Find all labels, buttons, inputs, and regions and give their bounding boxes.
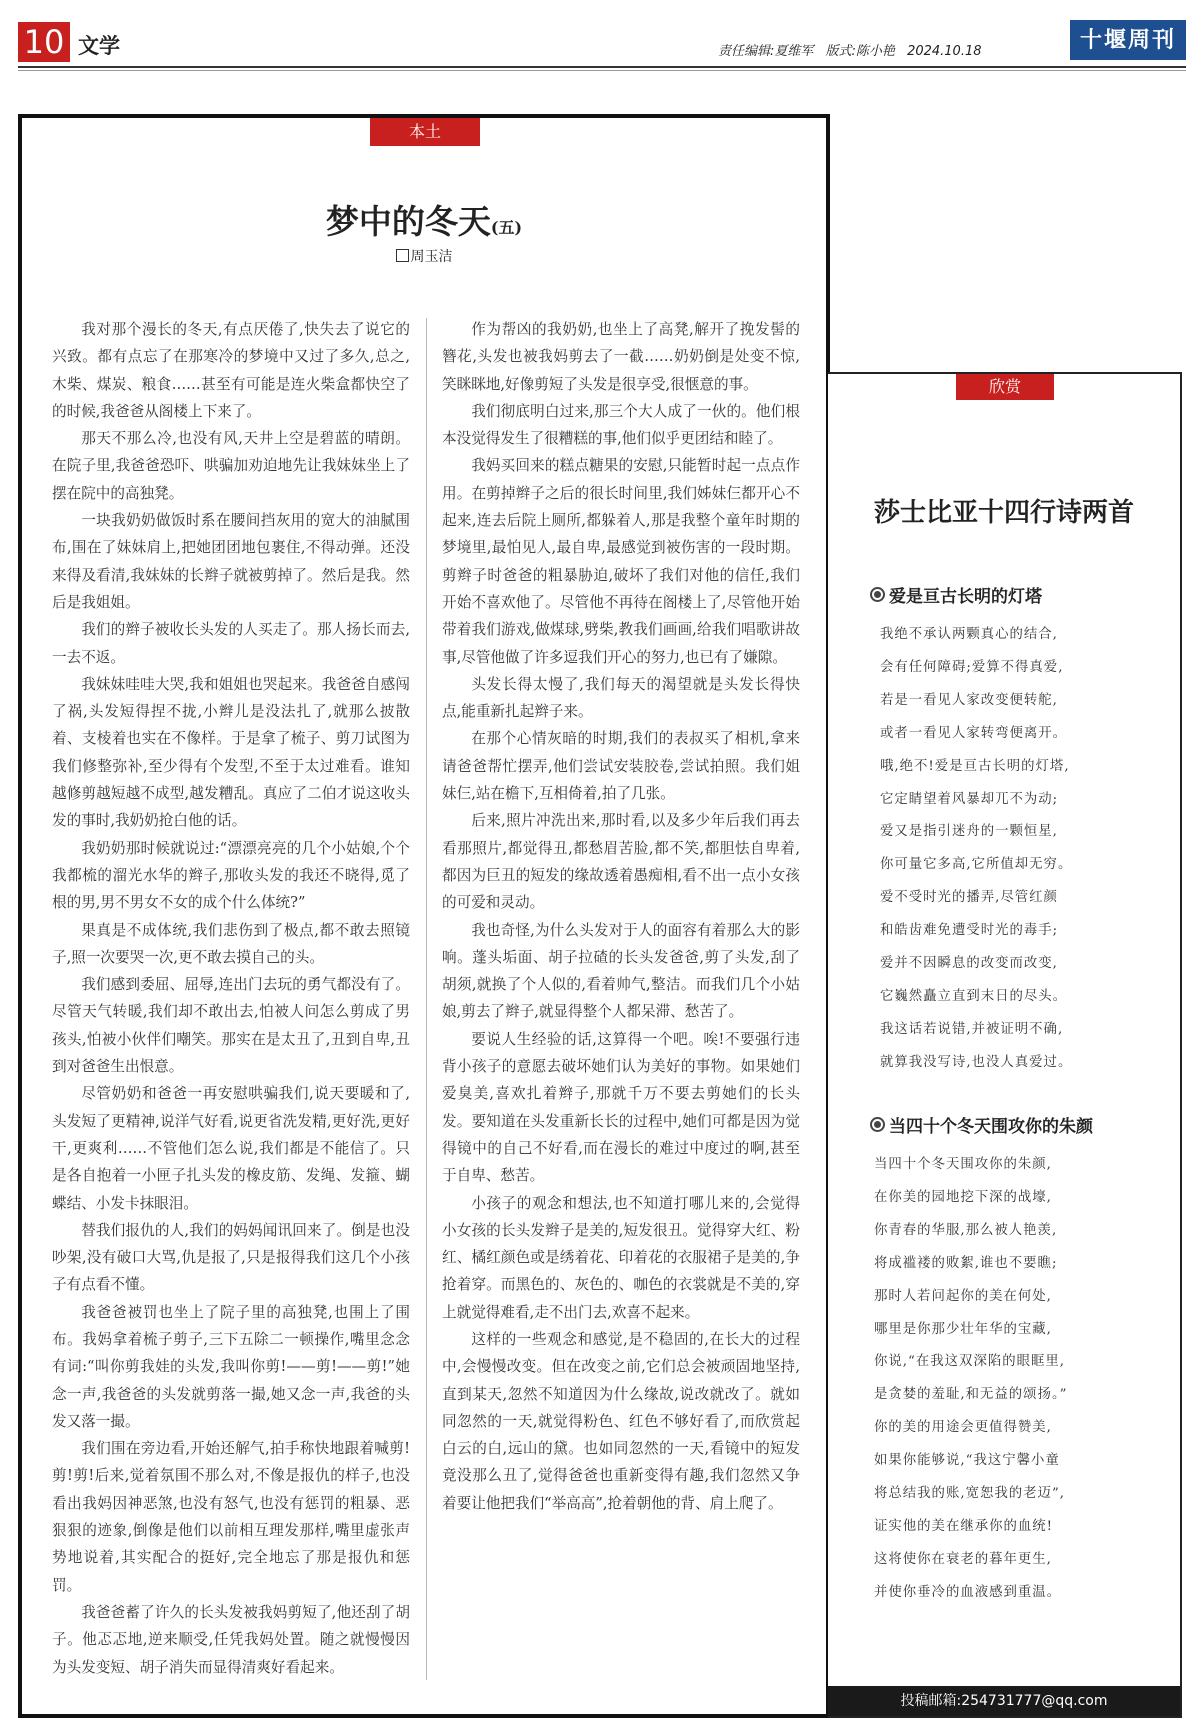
paragraph: 我妹妹哇哇大哭,我和姐姐也哭起来。我爸爸自感闯了祸,头发短得捏不拢,小辫儿是没法扎了,就那么披散着、支棱着也实在不像样。于是拿了梳子、剪刀试图为我们修整弥补,至少得有个发型,不至于太过难看。谁知越修剪越短越不成型,越发糟乱。真应了二伯才说这收头发的事时,我奶奶抢白他的话。 — [52, 675, 410, 830]
column-divider — [426, 318, 427, 1680]
page-number: 10 — [18, 22, 70, 62]
poem-line: 这将使你在衰老的暮年更生, — [874, 1551, 1052, 1567]
article-title-text: 梦中的冬天 — [325, 202, 491, 241]
paragraph: 作为帮凶的我奶奶,也坐上了高凳,解开了挽发髻的簪花,头发也被我妈剪去了一截……奶奶倒是处变不惊,笑眯眯地,好像剪短了头发是很享受,很惬意的事。 — [442, 321, 800, 393]
paragraph: 小孩子的观念和想法,也不知道打哪儿来的,会觉得小女孩的长头发辫子是美的,短发很丑。觉得穿大红、粉红、橘红颜色或是绣着花、印着花的衣服裙子是美的,争抢着穿。而黑色的、灰色的、咖色的衣裳就是不美的,穿上就觉得难看,走不出门去,欢喜不起来。 — [442, 1194, 800, 1321]
submission-email: 投稿邮箱:254731777@qq.com — [828, 1686, 1180, 1716]
paragraph: 我对那个漫长的冬天,有点厌倦了,快失去了说它的兴致。都有点忘了在那寒冷的梦境中又过了多久,总之,木柴、煤炭、粮食……甚至有可能是连火柴盒都快空了的时候,我爸爸从阁楼上下来了。 — [52, 321, 410, 420]
poem-line: 你说,“在我这双深陷的眼眶里, — [874, 1354, 1066, 1370]
sonnet-block — [880, 582, 1170, 1080]
poem-line: 将总结我的账,宽恕我的老迈”, — [874, 1486, 1066, 1502]
poem-line: 将成褴褛的败絮,谁也不要瞧; — [874, 1255, 1058, 1271]
column-tag: 欣赏 — [956, 374, 1054, 400]
paragraph: 我们围在旁边看,开始还解气,拍手称快地跟着喊剪!剪!剪!后来,觉着氛围不那么对,不像是报仇的样子,也没看出我妈因神恶煞,也没有怒气,也没有惩罚的粗暴、恶狠狠的迹象,倒像是他们以前相互理发那样,嘴里虚张声势地说着,其实配合的挺好,完全地忘了那是报仇和惩罚。 — [52, 1440, 410, 1594]
brand-logo: 十堰周刊 — [1070, 20, 1186, 60]
column-tag: 本土 — [370, 118, 480, 146]
paragraph: 尽管奶奶和爸爸一再安慰哄骗我们,说天要暖和了,头发短了更精神,说洋气好看,说更省洗发精,更好洗,更好干,更爽利……不管他们怎么说,我们都是不能信了。只是各自抱着一小匣子扎头发的橡皮筋、发绳、发箍、蝴蝶结、小发卡抹眼泪。 — [52, 1085, 410, 1212]
article-column-right — [442, 316, 800, 1517]
right-article — [828, 372, 1182, 1718]
paragraph: 一块我奶奶做饭时系在腰间挡灰用的宽大的油腻围布,围在了妹妹肩上,把她团团地包裹住,不得动弹。还没来得及看清,我妹妹的长辫子就被剪掉了。然后是我。然后是我姐姐。 — [52, 512, 410, 611]
poem-line: 那时人若问起你的美在何处, — [874, 1288, 1052, 1304]
paragraph: 头发长得太慢了,我们每天的渴望就是头发长得快点,能重新扎起辫子来。 — [442, 675, 800, 721]
poem-line: 它巍然矗立直到末日的尽头。 — [880, 988, 1068, 1004]
poem-line: 或者一看见人家转弯便离开。 — [880, 725, 1068, 741]
left-article — [18, 114, 830, 1718]
poem-line: 若是一看见人家改变便转舵, — [880, 692, 1058, 708]
paragraph: 果真是不成体统,我们悲伤到了极点,都不敢去照镜子,照一次要哭一次,更不敢去摸自己的头。 — [52, 921, 410, 966]
issue-date: 2024.10.18 — [907, 44, 982, 59]
paragraph: 我爸爸蓄了许久的长头发被我妈剪短了,他还刮了胡子。他忑忑地,逆来顺受,任凭我妈处置。随之就慢慢因为头发变短、胡子消失而显得清爽好看起来。 — [52, 1603, 410, 1676]
poem-line: 你可量它多高,它所值却无穷。 — [880, 857, 1073, 873]
paragraph: 要说人生经验的话,这算得一个吧。唉!不要强行违背小孩子的意愿去破坏她们认为美好的事物。如果她们爱臭美,喜欢扎着辫子,那就千万不要去剪她们的长头发。要知道在头发重新长长的过程中,她们可都是因为觉得镜中的自己不好看,而在漫长的难过中度过的啊,甚至于自卑、愁苦。 — [442, 1030, 800, 1185]
poem-line: 爱并不因瞬息的改变而改变, — [880, 956, 1058, 972]
layout-name: 版式:陈小艳 — [825, 44, 895, 59]
poem-line: 我绝不承认两颗真心的结合, — [880, 627, 1058, 642]
author-box-icon — [396, 249, 409, 262]
poem-line: 并使你垂冷的血液感到重温。 — [874, 1584, 1062, 1600]
header-rule-thin — [18, 70, 1186, 71]
sonnet-block — [874, 1112, 1170, 1610]
poem-line: 当四十个冬天围攻你的朱颜, — [874, 1157, 1052, 1172]
poem-line: 哦,绝不!爱是亘古长明的灯塔, — [880, 758, 1070, 774]
article-column-left — [52, 316, 410, 1681]
poem-line: 它定睛望着风暴却兀不为动; — [880, 791, 1059, 807]
editor-name: 责任编辑:夏维军 — [718, 44, 814, 59]
author-name: 周玉洁 — [410, 249, 453, 265]
paragraph: 我爸爸被罚也坐上了院子里的高独凳,也围上了围布。我妈拿着梳子剪子,三下五除二一顿操作,嘴里念念有词:“叫你剪我娃的头发,我叫你剪!——剪!——剪!”她念一声,我爸爸的头发就剪落一撮,她又念一声,我爸的头发又落一撮。 — [52, 1303, 410, 1430]
poem-line: 就算我没写诗,也没人真爱过。 — [880, 1054, 1073, 1070]
poem-line: 爱又是指引迷舟的一颗恒星, — [880, 824, 1058, 840]
poem-line: 会有任何障碍;爱算不得真爱, — [880, 659, 1064, 675]
paragraph: 替我们报仇的人,我们的妈妈闻讯回来了。倒是也没吵架,没有破口大骂,仇是报了,只是报得我们这几个小孩子有点看不懂。 — [52, 1221, 410, 1294]
section-name: 文学 — [78, 34, 120, 58]
paragraph: 我们彻底明白过来,那三个大人成了一伙的。他们根本没觉得发生了很糟糕的事,他们似乎更团结和睦了。 — [442, 402, 800, 448]
paragraph: 后来,照片冲洗出来,那时看,以及多少年后我们再去看那照片,都觉得丑,都愁眉苦脸,都不笑,都胆怯自卑着,都因为巨丑的短发的缘故透着愚痴相,看不出一点小女孩的可爱和灵动。 — [442, 812, 800, 912]
paragraph: 这样的一些观念和感觉,是不稳固的,在长大的过程中,会慢慢改变。但在改变之前,它们总会被顽固地坚持,直到某天,忽然不知道因为什么缘故,说改就改了。就如同忽然的一天,就觉得粉色、红色不够好看了,而欣赏起白云的白,远山的黛。也如同忽然的一天,看镜中的短发竟没那么丑了,觉得爸爸也重新变得有趣,我们忽然又争着要让他把我们“举高高”,抢着朝他的背、肩上爬了。 — [442, 1330, 800, 1512]
poem-line: 哪里是你那少壮年华的宝藏, — [874, 1321, 1052, 1337]
sonnet-title-text: 当四十个冬天围攻你的朱颜 — [889, 1117, 1093, 1137]
paragraph: 我妈买回来的糕点糖果的安慰,只能暂时起一点点作用。在剪掉辫子之后的很长时间里,我们姊妹仨都开心不起来,连去后院上厕所,都躲着人,那是我整个童年时期的梦境里,最怕见人,最自卑,最感觉到被伤害的一段时期。剪辫子时爸爸的粗暴胁迫,破坏了我们对他的信任,我们开始不喜欢他了。尽管他不再待在阁楼上了,尽管他开始带着我们游戏,做煤球,劈柴,教我们画画,给我们唱歌讲故事,尽管他做了许多逗我们开心的努力,也已有了嫌隙。 — [442, 457, 800, 666]
header-rule — [18, 66, 1186, 68]
paragraph: 那天不那么冷,也没有风,天井上空是碧蓝的晴朗。在院子里,我爸爸恐吓、哄骗加劝迫地先让我妹妹坐上了摆在院中的高独凳。 — [52, 430, 410, 502]
paragraph: 我也奇怪,为什么头发对于人的面容有着那么大的影响。蓬头垢面、胡子拉碴的长头发爸爸,剪了头发,刮了胡须,就换了个人似的,看着帅气,整洁。而我们几个小姑娘,剪去了辫子,就显得整个人都呆滞、愁苦了。 — [442, 921, 800, 1021]
article-title-suffix: (五) — [490, 218, 523, 237]
paragraph: 我们的辫子被收长头发的人买走了。那人扬长而去,一去不返。 — [52, 621, 410, 666]
article-author — [22, 246, 826, 266]
page-header — [18, 22, 1186, 66]
poem-line: 如果你能够说,“我这宁馨小童 — [874, 1453, 1060, 1469]
article-title — [22, 196, 826, 243]
poem-line: 在你美的园地挖下深的战壕, — [874, 1189, 1052, 1205]
poem-line: 和皓齿难免遭受时光的毒手; — [880, 923, 1059, 939]
poem-title: 莎士比亚十四行诗两首 — [873, 498, 1134, 528]
poem-line: 你的美的用途会更值得赞美, — [874, 1420, 1052, 1436]
sonnet-title-text: 爱是亘古长明的灯塔 — [889, 587, 1042, 607]
sonnet-title — [870, 1112, 1170, 1137]
sonnet-title — [870, 582, 1170, 607]
poem-line: 我这话若说错,并被证明不确, — [880, 1021, 1064, 1037]
circle-bullet-icon — [870, 1117, 885, 1132]
poem-line: 你青春的华服,那么被人艳羡, — [874, 1222, 1058, 1238]
poem-line: 证实他的美在继承你的血统! — [874, 1518, 1054, 1534]
poem-line: 是贪婪的羞耻,和无益的颂扬。” — [874, 1387, 1068, 1403]
poem-line: 爱不受时光的播弄,尽管红颜 — [880, 890, 1058, 906]
paragraph: 我们感到委屈、屈辱,连出门去玩的勇气都没有了。尽管天气转暖,我们却不敢出去,怕被人问怎么剪成了男孩头,怕被小伙伴们嘲笑。那实在是太丑了,丑到自卑,丑到对爸爸生出恨意。 — [52, 976, 410, 1076]
circle-bullet-icon — [870, 587, 885, 602]
paragraph: 我奶奶那时候就说过:“漂漂亮亮的几个小姑娘,个个我都梳的溜光水华的辫子,那收头发的我还不晓得,觅了根的男,男不男女不女的成个什么体统?” — [52, 839, 410, 912]
paragraph: 在那个心情灰暗的时期,我们的表叔买了相机,拿来请爸爸帮忙摆弄,他们尝试安装胶卷,尝试拍照。我们姐妹仨,站在檐下,互相倚着,拍了几张。 — [442, 730, 800, 803]
